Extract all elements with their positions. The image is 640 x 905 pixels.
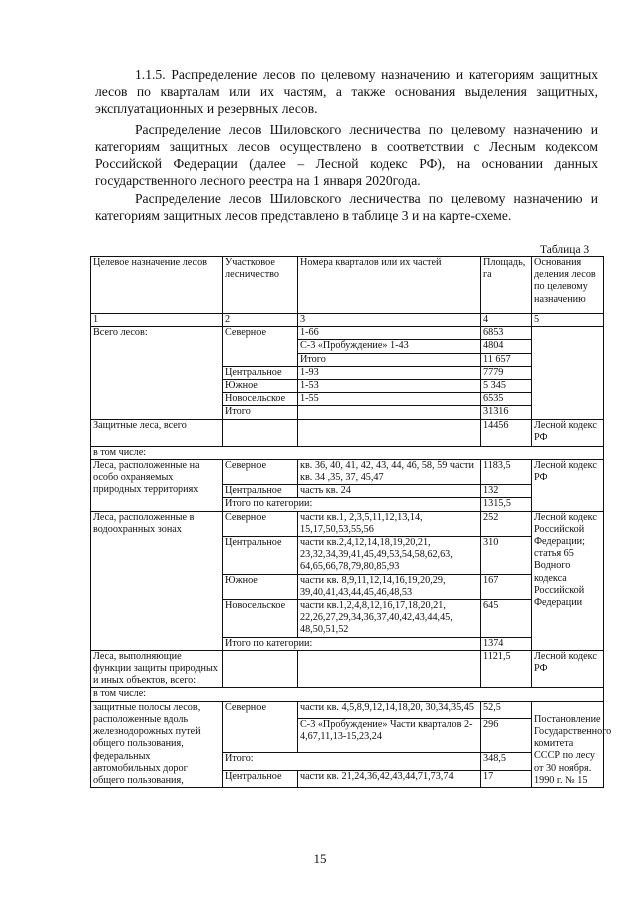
district-cell: Центральное [223, 366, 298, 379]
category-total-label: Итого по категории: [223, 498, 481, 511]
subtotal-label: Итого: [223, 753, 481, 771]
area-cell: 252 [481, 511, 532, 536]
category-cell: Всего лесов: [91, 327, 223, 419]
header-cell: Площадь, га [481, 257, 532, 314]
quarters-cell: часть кв. 24 [298, 485, 481, 498]
category-cell: защитные полосы лесов, расположенные вдоль железнодорожных путей общего пользования, федеральных автомобильных дорог общего пользования, [91, 701, 223, 787]
area-cell: 7779 [481, 366, 532, 379]
table-caption: Таблица 3 [540, 244, 590, 256]
quarters-cell: С-3 «Пробуждение» 1-43 [298, 340, 481, 353]
district-cell: Центральное [223, 485, 298, 498]
quarters-cell: 1-55 [298, 393, 481, 406]
table-row [91, 650, 604, 688]
column-number: 2 [223, 314, 298, 327]
area-cell: 4804 [481, 340, 532, 353]
area-cell: 6853 [481, 327, 532, 340]
forest-distribution-table [90, 256, 612, 788]
district-cell: Центральное [223, 770, 298, 788]
quarters-cell: 1-93 [298, 366, 481, 379]
table-header-row [91, 257, 604, 314]
district-cell: Новосельское [223, 600, 298, 638]
area-cell: 31316 [481, 406, 532, 419]
table-row [91, 327, 604, 340]
quarters-cell: части кв. 4,5,8,9,12,14,18,20, 30,34,35,45 [298, 701, 481, 719]
district-cell: Южное [223, 380, 298, 393]
column-number: 5 [532, 314, 604, 327]
area-cell: 167 [481, 574, 532, 599]
in-that-row: в том числе: [91, 446, 604, 459]
area-cell: 1315,5 [481, 498, 532, 511]
area-cell: 132 [481, 485, 532, 498]
area-cell: 645 [481, 600, 532, 638]
area-cell: 11 657 [481, 353, 532, 366]
area-cell: 14456 [481, 419, 532, 446]
table-row [91, 419, 604, 446]
quarters-cell: кв. 36, 40, 41, 42, 43, 44, 46, 58, 59 части кв. 34 ,35, 37, 45,47 [298, 459, 481, 484]
area-cell: 52,5 [481, 701, 532, 719]
area-cell: 348,5 [481, 753, 532, 771]
quarters-cell: части кв. 8,9,11,12,14,16,19,20,29, 39,40,41,43,44,45,46,48,53 [298, 574, 481, 599]
quarters-cell [298, 406, 481, 419]
page-number: 15 [313, 851, 327, 866]
column-number: 4 [481, 314, 532, 327]
section-heading-paragraph: 1.1.5. Распределение лесов по целевому назначению и категориям защитных лесов по кварталам или их частям, а также основания выделения защитных, эксплуатационных и резервных лесов. [95, 67, 598, 116]
category-total-label: Итого по категории: [223, 637, 481, 650]
area-cell: 1121,5 [481, 650, 532, 688]
empty-cell [298, 419, 481, 446]
quarters-cell: части кв.1,2,4,8,12,16,17,18,20,21, 22,26,27,29,34,36,37,40,42,43,44,45, 48,50,51,52 [298, 600, 481, 638]
quarters-cell: части кв.1, 2,3,5,11,12,13,14, 15,17,50,53,55,56 [298, 511, 481, 536]
district-cell: Новосельское [223, 393, 298, 406]
category-cell: Леса, расположенные в водоохранных зонах [91, 511, 223, 650]
empty-cell [298, 650, 481, 688]
basis-cell: Лесной кодекс Российской Федерации; статья 65 Водного кодекса Российской Федерации [532, 511, 604, 650]
table-row [91, 688, 604, 701]
district-cell: Северное [223, 459, 298, 484]
quarters-cell: С-3 «Пробуждение» Части кварталов 2-4,67,11,13-15,23,24 [298, 719, 481, 753]
area-cell: 5 345 [481, 380, 532, 393]
basis-text: Постановление Государственного комитета СССР по лесу от 30 ноября. 1990 г. № 15 [534, 713, 612, 786]
district-cell: Южное [223, 574, 298, 599]
category-cell: Леса, расположенные на особо охраняемых природных территориях [91, 459, 223, 511]
district-cell: Северное [223, 701, 298, 752]
column-number: 1 [91, 314, 223, 327]
area-cell: 1183,5 [481, 459, 532, 484]
basis-cell: Лесной кодекс РФ [532, 419, 604, 446]
basis-cell [532, 701, 612, 787]
area-cell: 1374 [481, 637, 532, 650]
quarters-cell: Итого [298, 353, 481, 366]
basis-cell [532, 327, 604, 419]
body-paragraph-1: Распределение лесов Шиловского лесничества по целевому назначению и категориям защитных лесов осуществлено в соответствии с Лесным кодексом Российской Федерации (далее – Лесной кодекс РФ), на основании данных государственного лесного реестра на 1 января 2020года. [95, 122, 598, 188]
header-cell: Целевое назначение лесов [91, 257, 223, 314]
header-cell: Участковое лесничество [223, 257, 298, 314]
basis-cell: Лесной кодекс РФ [532, 459, 604, 511]
column-number-row [91, 314, 604, 327]
in-that-row: в том числе: [91, 688, 604, 701]
category-cell: Защитные леса, всего [91, 419, 223, 446]
header-cell: Номера кварталов или их частей [298, 257, 481, 314]
table-row [91, 511, 604, 536]
area-cell: 6535 [481, 393, 532, 406]
table-row [91, 459, 604, 484]
area-cell: 296 [481, 719, 532, 753]
table-row [91, 446, 604, 459]
empty-cell [223, 419, 298, 446]
category-cell: Леса, выполняющие функции защиты природных и иных объектов, всего: [91, 650, 223, 688]
quarters-cell: 1-53 [298, 380, 481, 393]
area-cell: 310 [481, 537, 532, 575]
district-cell: Итого [223, 406, 298, 419]
district-cell: Центральное [223, 537, 298, 575]
basis-cell: Лесной кодекс РФ [532, 650, 604, 688]
body-paragraph-2: Распределение лесов Шиловского лесничества по целевому назначению и категориям защитных лесов представлено в таблице 3 и на карте-схеме. [95, 191, 598, 223]
column-number: 3 [298, 314, 481, 327]
empty-cell [223, 650, 298, 688]
district-cell: Северное [223, 327, 298, 367]
quarters-cell: 1-66 [298, 327, 481, 340]
area-cell: 17 [481, 770, 532, 788]
header-cell: Основания деления лесов по целевому назначению [532, 257, 604, 314]
quarters-cell: части кв.2,4,12,14,18,19,20,21, 23,32,34,39,41,45,49,53,54,58,62,63, 64,65,66,78,79,80,85,93 [298, 537, 481, 575]
table-row [91, 701, 604, 719]
district-cell: Северное [223, 511, 298, 536]
quarters-cell: части кв. 21,24,36,42,43,44,71,73,74 [298, 770, 481, 788]
